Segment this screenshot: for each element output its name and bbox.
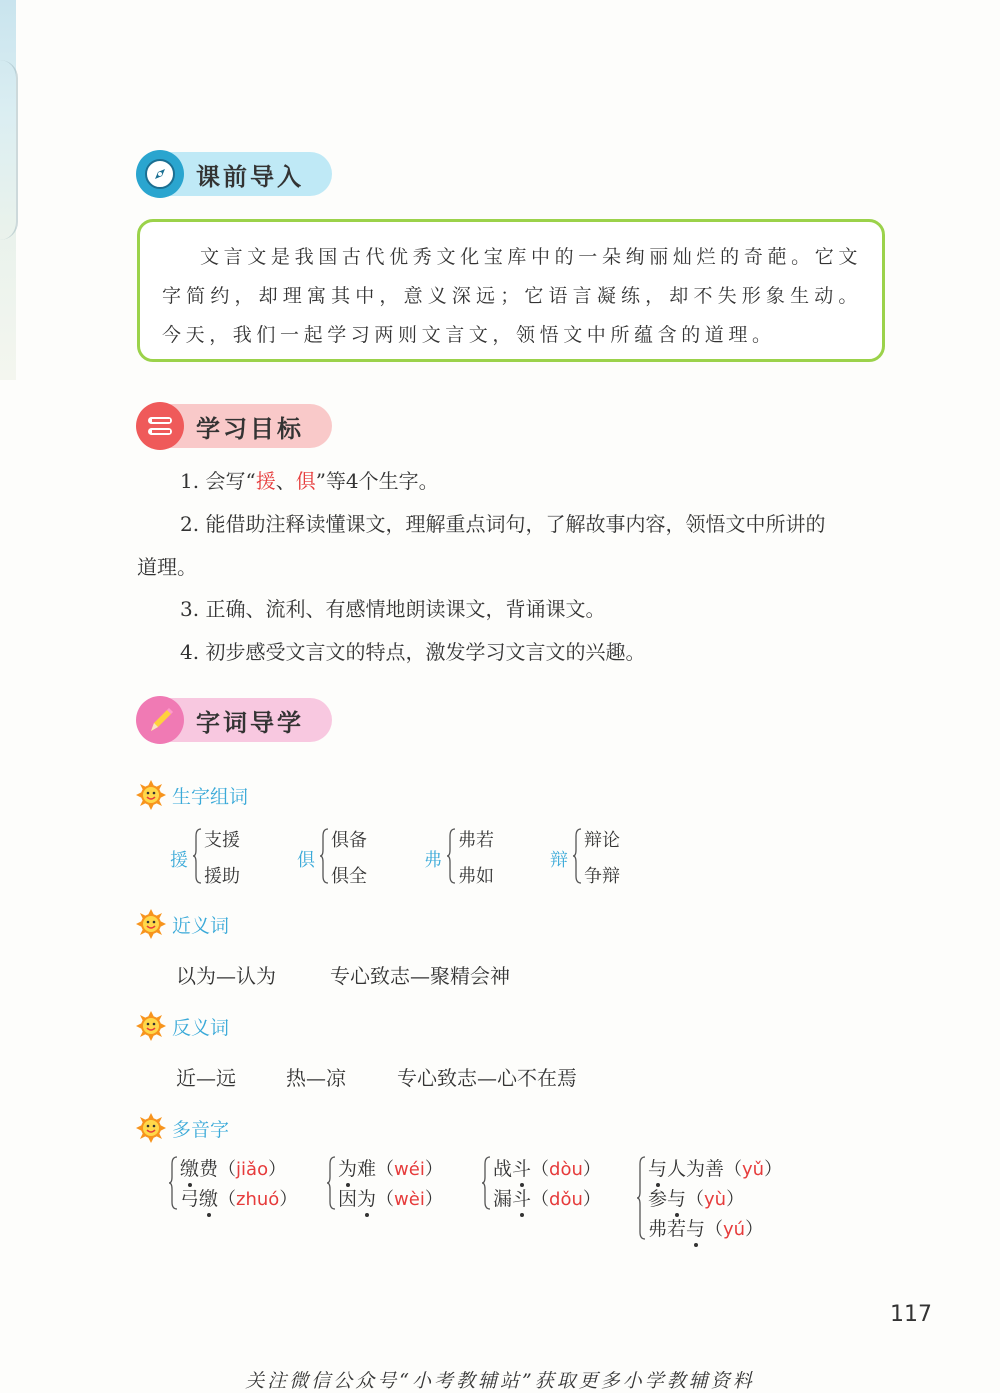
goal-item: 1. 会写“援、俱”等4个生字。 <box>180 469 439 493</box>
section-title: 学习目标 <box>196 415 304 443</box>
antonym-item: 热—凉 <box>286 1066 346 1090</box>
brace-icon <box>481 1156 491 1210</box>
brace-icon <box>572 828 582 884</box>
brace-icon <box>446 828 456 884</box>
polyphonic-item: 漏斗（dǒu） <box>493 1184 601 1211</box>
section-title: 字词导学 <box>196 709 304 737</box>
polyphonic-item: 战斗（dòu） <box>493 1154 601 1181</box>
polyphonic-item: 弓缴（zhuó） <box>180 1184 297 1211</box>
brace-icon <box>168 1156 178 1210</box>
brace-icon <box>636 1156 646 1240</box>
footer-notice: 关注微信公众号“小考教辅站”获取更多小学教辅资料 <box>245 1370 755 1392</box>
brace-icon <box>319 828 329 884</box>
sun-icon <box>136 1011 166 1041</box>
section-header-words <box>136 696 336 744</box>
goal-item: 4. 初步感受文言文的特点，激发学习文言文的兴趣。 <box>180 640 646 664</box>
polyphonic-item: 为难（wéi） <box>338 1154 443 1181</box>
brace-icon <box>192 828 202 884</box>
page-edge-illustration <box>0 0 16 380</box>
sun-icon <box>136 1113 166 1143</box>
sun-icon <box>136 780 166 810</box>
subheading-antonyms: 反义词 <box>136 1011 229 1041</box>
goal-item: 2. 能借助注释读懂课文，理解重点词句，了解故事内容，领悟文中所讲的 <box>180 512 826 536</box>
section-header-intro <box>136 150 336 198</box>
polyphonic-item: 因为（wèi） <box>338 1184 443 1211</box>
compass-icon <box>136 150 184 198</box>
goal-item-continued: 道理。 <box>137 555 197 579</box>
page-number: 117 <box>890 1302 932 1327</box>
polyphonic-item: 弗若与（yú） <box>648 1214 763 1241</box>
polyphonic-item: 参与（yù） <box>648 1184 744 1211</box>
intro-paragraph: 文言文是我国古代优秀文化宝库中的一朵绚丽灿烂的奇葩。它文字简约，却理寓其中，意义深远；它语言凝练，却不失形象生动。今天，我们一起学习两则文言文，领悟文中所蕴含的道理。 <box>162 246 862 346</box>
subheading-polyphonic: 多音字 <box>136 1113 229 1143</box>
subheading-new-characters: 生字组词 <box>136 780 248 810</box>
antonym-item: 近—远 <box>176 1066 236 1090</box>
brace-icon <box>326 1156 336 1210</box>
sun-icon <box>136 909 166 939</box>
synonym-item: 专心致志—聚精会神 <box>330 964 510 988</box>
pencil-icon <box>136 696 184 744</box>
synonym-item: 以为—认为 <box>176 964 276 988</box>
polyphonic-item: 与人为善（yǔ） <box>648 1154 782 1181</box>
subheading-synonyms: 近义词 <box>136 909 229 939</box>
antonym-item: 专心致志—心不在焉 <box>397 1066 577 1090</box>
books-icon <box>136 402 184 450</box>
intro-box <box>137 219 885 362</box>
polyphonic-item: 缴费（jiǎo） <box>180 1154 286 1181</box>
section-header-goals <box>136 402 336 450</box>
goal-item: 3. 正确、流利、有感情地朗读课文，背诵课文。 <box>180 597 606 621</box>
section-title: 课前导入 <box>196 163 304 191</box>
